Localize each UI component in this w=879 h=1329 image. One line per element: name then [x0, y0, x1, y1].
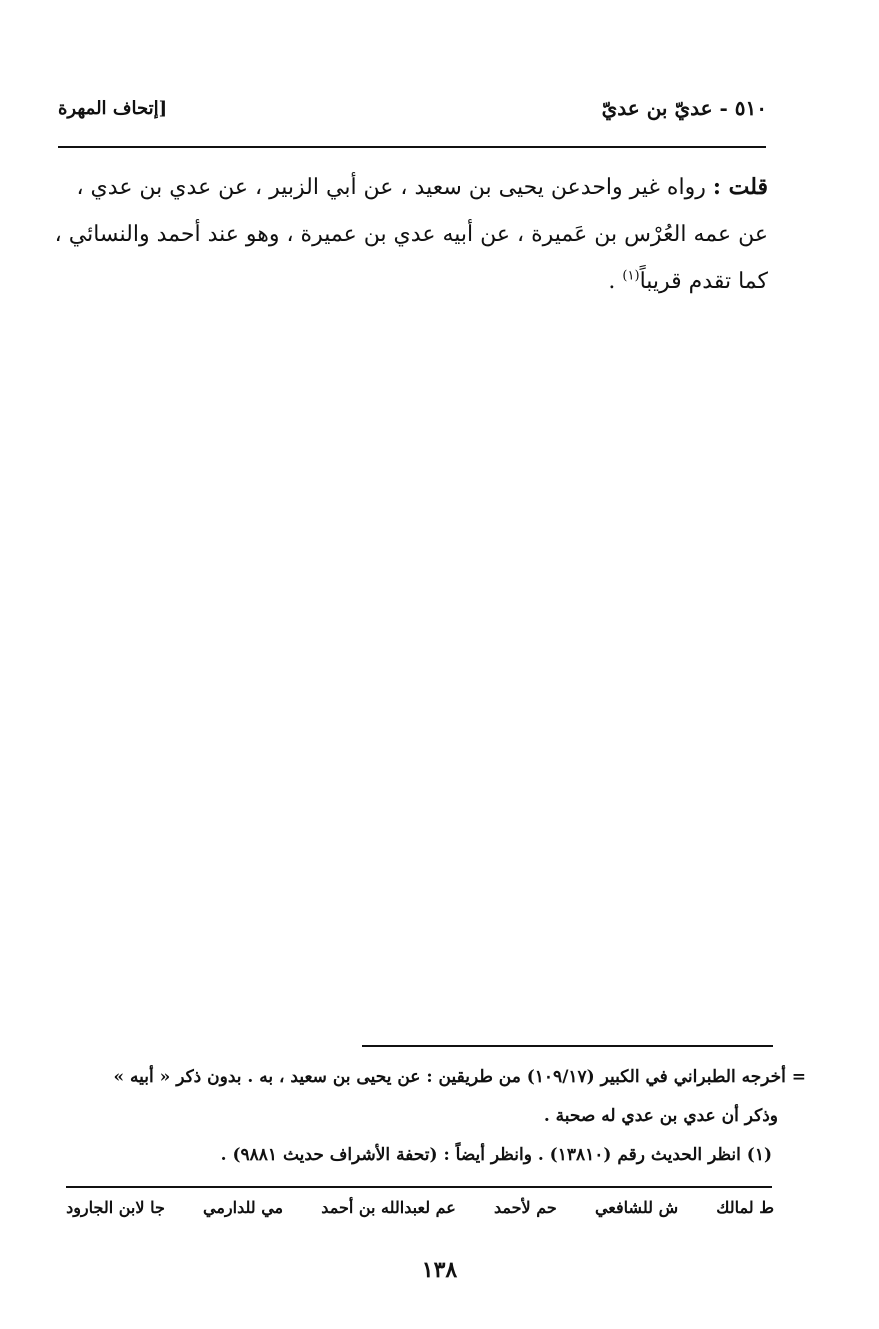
abbreviation-item: ش للشافعي — [594, 1198, 679, 1217]
footnote-line: = أخرجه الطبراني في الكبير (١٠٩/١٧) من طريقين : عن يحيى بن سعيد ، به . بدون ذكر « أبيه » — [113, 1067, 806, 1087]
entry-title: ٥١٠ - عديّ بن عديّ — [601, 96, 767, 120]
footnote-reference: (١) — [622, 268, 640, 284]
main-text-segment: كما تقدم قريباً — [639, 269, 768, 294]
header-rule — [58, 146, 766, 148]
main-text-tail: . — [608, 269, 623, 294]
main-text-segment: رواه غير واحدعن يحيى بن سعيد ، عن أبي الزبير ، عن عدي بن عدي ، — [76, 175, 713, 200]
abbreviation-item: مي للدارمي — [203, 1198, 284, 1217]
main-text-line-3 — [56, 258, 768, 305]
main-text-segment: عن عمه العُرْس بن عَميرة ، عن أبيه عدي بن عميرة ، وهو عند أحمد والنسائي ، — [54, 222, 768, 247]
abbreviation-item: جا لابن الجارود — [66, 1198, 165, 1217]
footnote-line: وذكر أن عدي بن عدي له صحبة . — [543, 1106, 778, 1126]
abbreviation-key — [66, 1198, 774, 1217]
footnote-rule — [362, 1045, 773, 1047]
running-header — [58, 92, 767, 124]
lead-word: قلت : — [712, 174, 768, 200]
abbreviation-item: حم لأحمد — [494, 1198, 557, 1217]
main-text — [56, 164, 768, 305]
page-number: ١٣٨ — [421, 1257, 458, 1283]
main-text-line-1 — [56, 164, 768, 211]
abbreviation-item: ط لمالك — [716, 1198, 774, 1217]
footnotes — [54, 1058, 806, 1175]
abbreviation-item: عم لعبدالله بن أحمد — [321, 1198, 456, 1217]
main-text-line-2 — [56, 211, 768, 258]
footnote-line: (١) انظر الحديث رقم (١٣٨١٠) . وانظر أيضاً : (تحفة الأشراف حديث ٩٨٨١) . — [220, 1145, 772, 1165]
abbreviation-rule — [66, 1186, 772, 1188]
book-title: [إتحاف المهرة — [58, 97, 168, 119]
